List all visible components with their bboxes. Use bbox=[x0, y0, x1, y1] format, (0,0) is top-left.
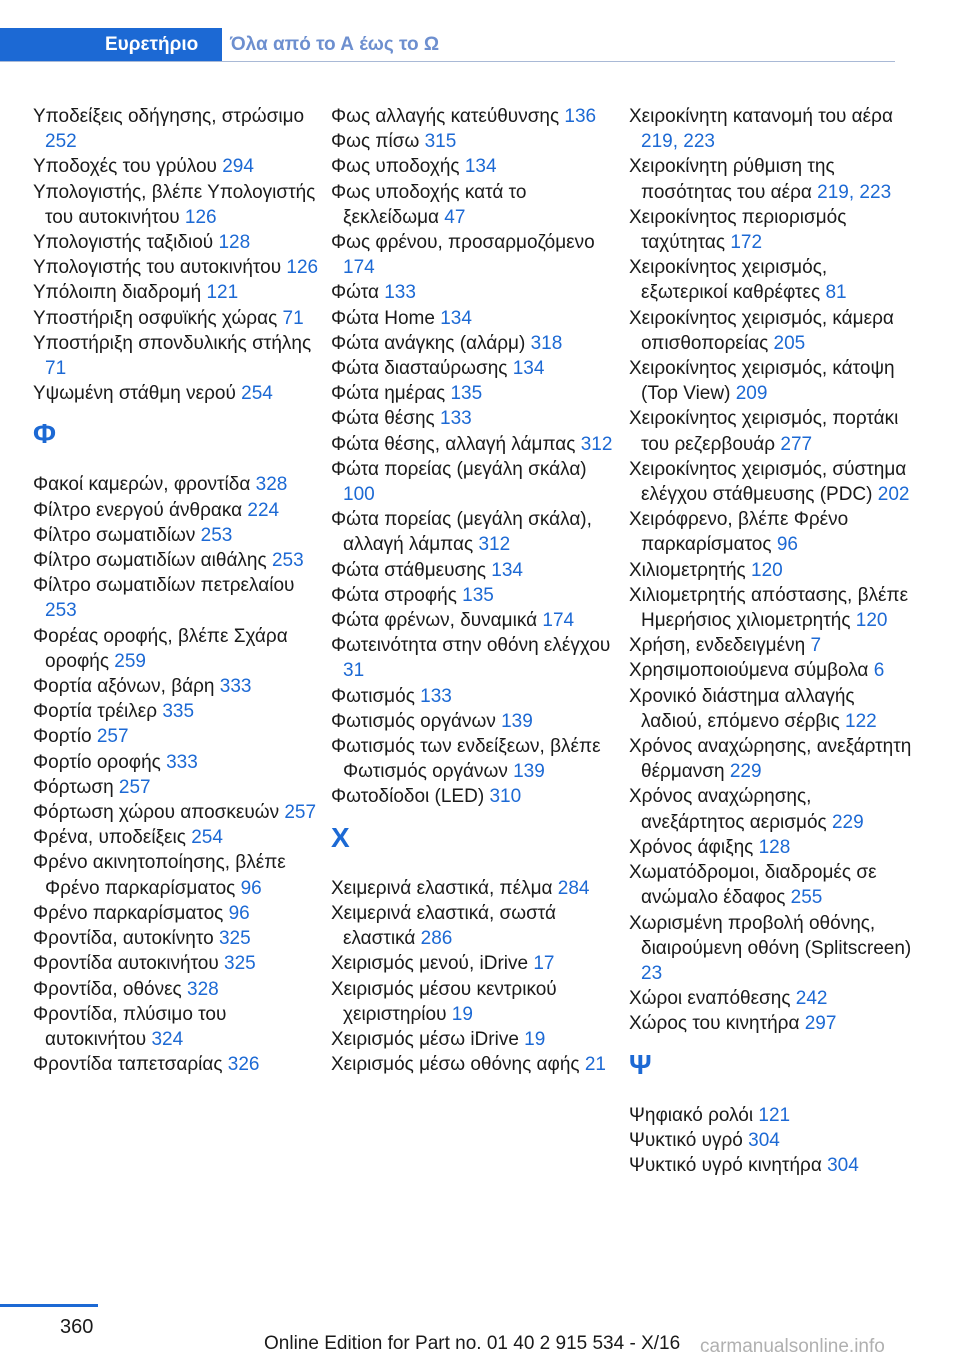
page-ref-link[interactable]: 242 bbox=[795, 988, 828, 1010]
page-ref-link[interactable]: 126 bbox=[286, 257, 319, 279]
page-number-rule bbox=[0, 1304, 98, 1307]
index-entry bbox=[629, 835, 919, 860]
index-entry bbox=[33, 800, 323, 825]
page-ref-link[interactable]: 294 bbox=[222, 156, 254, 178]
section-letter: Ψ bbox=[629, 1048, 652, 1080]
page-ref-link[interactable]: 19 bbox=[451, 1003, 473, 1025]
index-term: Χρόνος αναχώρησης, ανεξάρτητος αερισμός bbox=[629, 786, 832, 833]
index-term: Φώτα πορείας (μεγάλη σκάλα), αλλαγή λάμπας bbox=[331, 509, 592, 556]
index-term: Φως αλλαγής κατεύθυνσης bbox=[331, 106, 565, 127]
index-term: Φίλτρο σωματιδίων πετρελαίου bbox=[33, 575, 295, 597]
page-ref-link[interactable]: 257 bbox=[96, 726, 129, 748]
index-entry bbox=[629, 633, 919, 658]
index-term: Φώτα διασταύρωσης bbox=[331, 358, 513, 380]
page-ref-link[interactable]: 304 bbox=[827, 1154, 859, 1176]
page-ref-link[interactable]: 325 bbox=[218, 928, 251, 950]
page-ref-link[interactable]: 326 bbox=[227, 1054, 260, 1076]
index-entry bbox=[331, 154, 621, 179]
index-entry bbox=[33, 472, 323, 497]
index-entry bbox=[331, 406, 621, 431]
index-entry bbox=[331, 432, 621, 457]
index-entry bbox=[33, 523, 323, 548]
index-term: Φωτεινότητα στην οθόνη ελέγχου bbox=[331, 635, 611, 657]
index-entry bbox=[33, 255, 323, 280]
page-ref-link[interactable]: 96 bbox=[776, 534, 798, 556]
index-entry bbox=[331, 180, 621, 230]
page-ref-link[interactable]: 96 bbox=[240, 877, 262, 899]
index-entry bbox=[331, 1027, 621, 1052]
tab-index[interactable]: Ευρετήριο bbox=[0, 28, 222, 61]
index-entry bbox=[331, 331, 621, 356]
page-ref-link[interactable]: 71 bbox=[282, 307, 304, 329]
index-term: Χειμερινά ελαστικά, σωστά ελαστικά bbox=[331, 902, 557, 950]
index-term: Φρένο παρκαρίσματος bbox=[33, 902, 229, 924]
page-ref-link[interactable]: 297 bbox=[804, 1013, 837, 1035]
page-ref-link[interactable]: 134 bbox=[491, 559, 523, 581]
index-entry bbox=[33, 926, 323, 951]
page-ref-link[interactable]: 324 bbox=[151, 1028, 184, 1050]
index-entry bbox=[33, 331, 323, 381]
index-term: Φώτα bbox=[331, 282, 385, 304]
page-ref-link[interactable]: 312 bbox=[580, 433, 613, 455]
index-entry bbox=[629, 154, 919, 204]
index-term: Υποστήριξη οσφυϊκής χώρας bbox=[33, 307, 283, 329]
index-entry bbox=[331, 306, 621, 331]
index-term: Χειρισμός μέσω iDrive bbox=[331, 1028, 525, 1050]
index-entry bbox=[629, 911, 919, 987]
index-term: Φώτα θέσης bbox=[331, 408, 440, 430]
index-column-2 bbox=[331, 104, 621, 1077]
page-ref-link[interactable]: 333 bbox=[219, 676, 252, 698]
index-term: Φρένα, υποδείξεις bbox=[33, 827, 192, 849]
page-ref-link[interactable]: 255 bbox=[790, 887, 823, 909]
index-entry bbox=[331, 280, 621, 305]
index-entry bbox=[629, 356, 919, 406]
index-entry bbox=[629, 406, 919, 456]
index-term: Φροντίδα ταπετσαρίας bbox=[33, 1054, 228, 1076]
index-term: Φίλτρο σωματιδίων bbox=[33, 524, 201, 546]
page-ref-link[interactable]: 312 bbox=[478, 534, 511, 556]
index-term: Χειροκίνητος περιορισμός ταχύτητας bbox=[629, 206, 847, 254]
index-term: Υπολογιστής ταξιδιού bbox=[33, 232, 219, 254]
index-entry bbox=[331, 951, 621, 976]
page-ref-link[interactable]: 259 bbox=[114, 650, 146, 672]
index-term: Υπολογιστής, βλέπε Υπολογιστής του αυτοκινήτου bbox=[33, 181, 316, 228]
index-term: Φρένο ακινητοποίησης, βλέπε Φρένο παρκαρίσματος bbox=[33, 852, 286, 899]
index-term: Χειρόφρενο, βλέπε Φρένο παρκαρίσματος bbox=[629, 509, 849, 556]
index-term: Φόρτωση χώρου αποσκευών bbox=[33, 802, 285, 824]
index-entry bbox=[331, 1052, 621, 1077]
index-entry bbox=[629, 784, 919, 834]
index-term: Φίλτρο ενεργού άνθρακα bbox=[33, 499, 248, 521]
index-term: Χωρισμένη προβολή οθόνης, διαιρούμενη οθόνη (Splitscreen) bbox=[629, 912, 912, 959]
page-ref-link[interactable]: 128 bbox=[758, 836, 791, 858]
index-entry bbox=[629, 583, 919, 633]
index-entry bbox=[33, 825, 323, 850]
index-entry bbox=[331, 507, 621, 557]
index-entry bbox=[33, 724, 323, 749]
page-ref-link[interactable]: 19 bbox=[524, 1028, 546, 1050]
page-ref-link[interactable]: 209 bbox=[735, 383, 768, 405]
index-entry bbox=[629, 1103, 919, 1128]
page-ref-link[interactable]: 133 bbox=[384, 282, 416, 304]
page-ref-link[interactable]: 100 bbox=[343, 484, 375, 506]
index-entry bbox=[629, 734, 919, 784]
index-term: Φροντίδα, αυτοκίνητο bbox=[33, 928, 219, 950]
index-entry bbox=[33, 306, 323, 331]
page-ref-link[interactable]: 122 bbox=[845, 710, 877, 732]
page-ref-link[interactable]: 224 bbox=[247, 499, 280, 521]
page-number: 360 bbox=[60, 1316, 94, 1338]
page-ref-link[interactable]: 219, 223 bbox=[817, 181, 892, 203]
index-column-3 bbox=[629, 104, 919, 1178]
index-entry bbox=[629, 104, 919, 154]
index-term: Χιλιομετρητής απόστασης, βλέπε Ημερήσιος χιλιομετρητής bbox=[629, 584, 909, 632]
index-entry bbox=[33, 280, 323, 305]
page-ref-link[interactable]: 135 bbox=[462, 584, 494, 606]
index-term: Φακοί καμερών, φροντίδα bbox=[33, 474, 256, 496]
index-term: Χειροκίνητος χειρισμός, κάμερα οπισθοπορείας bbox=[629, 307, 894, 354]
page-ref-link[interactable]: 133 bbox=[440, 408, 472, 430]
index-entry bbox=[629, 255, 919, 305]
index-entry bbox=[331, 583, 621, 608]
section-letter: Χ bbox=[331, 821, 350, 853]
page-ref-link[interactable]: 254 bbox=[191, 827, 223, 849]
index-term: Φόρτωση bbox=[33, 776, 119, 798]
header-divider bbox=[0, 61, 895, 62]
index-term: Χώροι εναπόθεσης bbox=[629, 988, 796, 1010]
page-header bbox=[0, 28, 895, 61]
index-entry bbox=[331, 876, 621, 901]
index-term: Φορέας οροφής, βλέπε Σχάρα οροφής bbox=[33, 625, 288, 672]
index-term: Φορτία αξόνων, βάρη bbox=[33, 676, 220, 698]
page-ref-link[interactable]: 134 bbox=[440, 307, 472, 329]
tab-a-to-z[interactable]: Όλα από το Α έως το Ω bbox=[230, 34, 440, 55]
page-ref-link[interactable]: 139 bbox=[501, 710, 533, 732]
index-term: Χειροκίνητος χειρισμός, κάτοψη (Top View) bbox=[629, 358, 895, 405]
page-ref-link[interactable]: 17 bbox=[533, 953, 555, 975]
index-term: Χρόνος άφιξης bbox=[629, 836, 759, 858]
page-ref-link[interactable]: 219, 223 bbox=[641, 131, 715, 153]
index-entry bbox=[629, 658, 919, 683]
index-term: Φορτίο bbox=[33, 726, 97, 748]
index-entry bbox=[33, 775, 323, 800]
index-entry bbox=[331, 558, 621, 583]
index-term: Φως υποδοχής κατά το ξεκλείδωμα bbox=[331, 181, 527, 228]
index-term: Χειροκίνητος χειρισμός, σύστημα ελέγχου στάθμευσης (PDC) bbox=[629, 458, 907, 506]
index-entry bbox=[629, 457, 919, 507]
index-entry bbox=[331, 104, 621, 129]
page-ref-link[interactable]: 333 bbox=[166, 751, 198, 773]
index-entry bbox=[33, 951, 323, 976]
index-term: Χειρισμός μενού, iDrive bbox=[331, 953, 534, 975]
index-term: Υποδείξεις οδήγησης, στρώσιμο bbox=[33, 106, 305, 127]
page-ref-link[interactable]: 121 bbox=[206, 282, 239, 304]
page-ref-link[interactable]: 253 bbox=[271, 550, 304, 572]
page-ref-link[interactable]: 174 bbox=[542, 610, 575, 632]
index-entry bbox=[331, 356, 621, 381]
index-term: Φωτισμός των ενδείξεων, βλέπε Φωτισμός οργάνων bbox=[331, 736, 601, 783]
index-entry bbox=[33, 977, 323, 1002]
page-ref-link[interactable]: 328 bbox=[187, 978, 219, 1000]
index-entry bbox=[629, 558, 919, 583]
index-term: Χειρισμός μέσου κεντρικού χειριστηρίου bbox=[331, 978, 557, 1025]
index-term: Φορτία τρέιλερ bbox=[33, 701, 163, 723]
index-entry bbox=[331, 457, 621, 507]
page-ref-link[interactable]: 253 bbox=[45, 600, 77, 622]
index-entry bbox=[629, 1153, 919, 1178]
index-term: Φίλτρο σωματιδίων αιθάλης bbox=[33, 550, 272, 572]
index-term: Φώτα στάθμευσης bbox=[331, 559, 492, 581]
index-term: Φωτισμός οργάνων bbox=[331, 710, 502, 732]
page-ref-link[interactable]: 135 bbox=[450, 383, 483, 405]
index-term: Χειμερινά ελαστικά, πέλμα bbox=[331, 877, 558, 899]
index-term: Χειροκίνητος χειρισμός, πορτάκι του ρεζερβουάρ bbox=[629, 408, 899, 455]
index-entry bbox=[33, 498, 323, 523]
page-ref-link[interactable]: 136 bbox=[564, 106, 597, 127]
index-column-1 bbox=[33, 104, 323, 1077]
index-entry bbox=[33, 180, 323, 230]
index-entry bbox=[33, 104, 323, 154]
index-entry bbox=[331, 608, 621, 633]
index-term: Χρήση, ενδεδειγμένη bbox=[629, 635, 811, 657]
page-ref-link[interactable]: 284 bbox=[557, 877, 590, 899]
index-term: Υπόλοιπη διαδρομή bbox=[33, 282, 207, 304]
index-term: Φώτα φρένων, δυναμικά bbox=[331, 610, 543, 632]
index-term: Φως υποδοχής bbox=[331, 156, 465, 178]
index-entry bbox=[331, 784, 621, 809]
index-entry bbox=[33, 624, 323, 674]
index-entry bbox=[33, 699, 323, 724]
index-entry bbox=[629, 986, 919, 1011]
index-term: Φροντίδα αυτοκινήτου bbox=[33, 953, 225, 975]
index-entry bbox=[33, 1002, 323, 1052]
index-entry bbox=[33, 230, 323, 255]
index-entry bbox=[629, 1128, 919, 1153]
page-ref-link[interactable]: 7 bbox=[810, 635, 822, 657]
index-entry bbox=[331, 977, 621, 1027]
index-term: Φως πίσω bbox=[331, 131, 425, 153]
index-term: Χειροκίνητος χειρισμός, εξωτερικοί καθρέφτες bbox=[629, 257, 828, 304]
page-ref-link[interactable]: 172 bbox=[730, 232, 763, 254]
page-ref-link[interactable]: 6 bbox=[873, 660, 885, 682]
index-term: Χρησιμοποιούμενα σύμβολα bbox=[629, 660, 874, 682]
page-ref-link[interactable]: 315 bbox=[424, 131, 457, 153]
page-ref-link[interactable]: 120 bbox=[855, 610, 888, 632]
index-term: Φροντίδα, πλύσιμο του αυτοκινήτου bbox=[33, 1003, 227, 1050]
index-entry bbox=[331, 633, 621, 683]
index-entry bbox=[33, 573, 323, 623]
index-term: Ψυκτικό υγρό κινητήρα bbox=[629, 1154, 828, 1176]
page-ref-link[interactable]: 71 bbox=[45, 358, 67, 380]
index-entry bbox=[33, 154, 323, 179]
index-term: Υψωμένη στάθμη νερού bbox=[33, 383, 242, 405]
page-ref-link[interactable]: 254 bbox=[241, 383, 273, 405]
page-ref-link[interactable]: 335 bbox=[162, 701, 195, 723]
index-term: Φώτα ανάγκης (αλάρμ) bbox=[331, 332, 531, 354]
index-term: Φώτα θέσης, αλλαγή λάμπας bbox=[331, 433, 581, 455]
index-term: Χρόνος αναχώρησης, ανεξάρτητη θέρμανση bbox=[629, 736, 912, 783]
index-term: Φωτισμός bbox=[331, 685, 421, 707]
index-term: Χειροκίνητη ρύθμιση της ποσότητας του αέρα bbox=[629, 156, 835, 203]
page-ref-link[interactable]: 202 bbox=[877, 484, 910, 506]
index-entry bbox=[331, 709, 621, 734]
page-ref-link[interactable]: 229 bbox=[831, 811, 864, 833]
index-term: Υποδοχές του γρύλου bbox=[33, 156, 223, 178]
page-ref-link[interactable]: 96 bbox=[228, 902, 250, 924]
footer-edition: Online Edition for Part no. 01 40 2 915 534 - X/16 bbox=[264, 1333, 681, 1354]
index-term: Χρονικό διάστημα αλλαγής λαδιού, επόμενο σέρβις bbox=[629, 685, 855, 732]
page-ref-link[interactable]: 328 bbox=[255, 474, 288, 496]
index-entry bbox=[331, 684, 621, 709]
page-ref-link[interactable]: 310 bbox=[489, 786, 522, 808]
page-ref-link[interactable]: 126 bbox=[184, 206, 217, 228]
page-ref-link[interactable]: 139 bbox=[513, 761, 545, 783]
index-entry bbox=[33, 1052, 323, 1077]
index-entry bbox=[33, 850, 323, 900]
index-entry bbox=[33, 381, 323, 406]
page-ref-link[interactable]: 277 bbox=[780, 433, 813, 455]
watermark: carmanualsonline.info bbox=[700, 1336, 885, 1357]
page-ref-link[interactable]: 81 bbox=[825, 282, 847, 304]
page-ref-link[interactable]: 120 bbox=[751, 559, 783, 581]
page-ref-link[interactable]: 286 bbox=[420, 928, 453, 950]
index-term: Φορτίο οροφής bbox=[33, 751, 167, 773]
index-term: Φως φρένου, προσαρμοζόμενο bbox=[331, 232, 595, 254]
page-ref-link[interactable]: 31 bbox=[343, 660, 365, 682]
index-entry bbox=[331, 129, 621, 154]
index-term: Φώτα στροφής bbox=[331, 584, 463, 606]
page-ref-link[interactable]: 134 bbox=[464, 156, 497, 178]
page-ref-link[interactable]: 318 bbox=[530, 332, 563, 354]
page-ref-link[interactable]: 257 bbox=[118, 776, 151, 798]
index-entry bbox=[33, 901, 323, 926]
page-ref-link[interactable]: 47 bbox=[444, 206, 466, 228]
page-ref-link[interactable]: 21 bbox=[584, 1054, 606, 1076]
page-ref-link[interactable]: 128 bbox=[218, 232, 251, 254]
index-entry bbox=[629, 306, 919, 356]
index-term: Υποστήριξη σπονδυλικής στήλης bbox=[33, 332, 312, 354]
index-entry bbox=[33, 674, 323, 699]
index-entry bbox=[629, 205, 919, 255]
index-term: Φώτα ημέρας bbox=[331, 383, 451, 405]
index-entry bbox=[331, 901, 621, 951]
index-term: Χώρος του κινητήρα bbox=[629, 1013, 805, 1035]
index-entry bbox=[629, 860, 919, 910]
index-entry bbox=[331, 230, 621, 280]
index-entry bbox=[629, 507, 919, 557]
index-term: Φώτα Home bbox=[331, 307, 441, 329]
index-entry bbox=[33, 750, 323, 775]
index-term: Χιλιομετρητής bbox=[629, 559, 751, 581]
index-term: Φώτα πορείας (μεγάλη σκάλα) bbox=[331, 458, 587, 480]
index-term: Χειρισμός μέσω οθόνης αφής bbox=[331, 1054, 585, 1076]
index-term: Ψυκτικό υγρό bbox=[629, 1129, 749, 1151]
index-term: Φροντίδα, οθόνες bbox=[33, 978, 187, 1000]
index-entry bbox=[629, 684, 919, 734]
section-letter: Φ bbox=[33, 418, 56, 450]
index-term: Χωματόδρομοι, διαδρομές σε ανώμαλο έδαφος bbox=[629, 862, 877, 909]
index-entry bbox=[629, 1011, 919, 1036]
page-ref-link[interactable]: 252 bbox=[45, 131, 77, 153]
page-ref-link[interactable]: 121 bbox=[758, 1104, 791, 1126]
index-entry bbox=[331, 734, 621, 784]
page-ref-link[interactable]: 133 bbox=[420, 685, 452, 707]
index-term: Φωτοδίοδοι (LED) bbox=[331, 786, 490, 808]
index-term: Ψηφιακό ρολόι bbox=[629, 1104, 759, 1126]
page-ref-link[interactable]: 205 bbox=[773, 332, 806, 354]
page-ref-link[interactable]: 304 bbox=[748, 1129, 780, 1151]
page-ref-link[interactable]: 174 bbox=[343, 257, 375, 279]
index-entry bbox=[331, 381, 621, 406]
page-ref-link[interactable]: 325 bbox=[224, 953, 256, 975]
index-term: Χειροκίνητη κατανομή του αέρα bbox=[629, 106, 893, 127]
index-term: Υπολογιστής του αυτοκινήτου bbox=[33, 257, 287, 279]
page-ref-link[interactable]: 229 bbox=[729, 761, 762, 783]
index-entry bbox=[33, 548, 323, 573]
page-ref-link[interactable]: 257 bbox=[284, 802, 317, 824]
page-ref-link[interactable]: 23 bbox=[641, 962, 663, 984]
page-ref-link[interactable]: 134 bbox=[512, 358, 545, 380]
page-ref-link[interactable]: 253 bbox=[200, 524, 233, 546]
